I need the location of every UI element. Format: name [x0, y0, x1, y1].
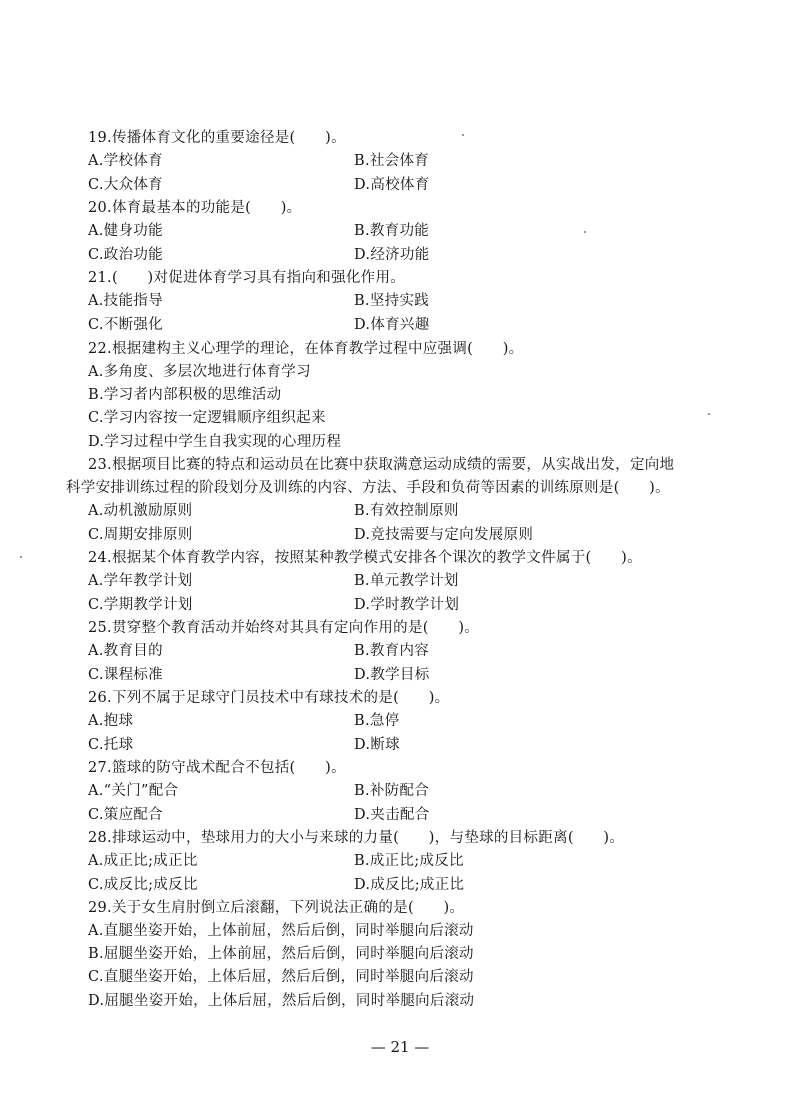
question-21-option-a: A.技能指导	[88, 293, 163, 309]
question-28-option-a: A.成正比;成正比	[88, 853, 198, 869]
question-20-option-c: C.政治功能	[88, 247, 163, 263]
question-24-option-c: C.学期教学计划	[88, 597, 193, 613]
question-27-option-c: C.策应配合	[88, 807, 163, 823]
question-23-stem: 23.根据项目比赛的特点和运动员在比赛中获取满意运动成绩的需要，从实战出发，定向地	[88, 457, 675, 473]
question-26-option-c: C.托球	[88, 737, 134, 753]
question-20-option-a: A.健身功能	[88, 223, 163, 239]
question-23-option-a: A.动机激励原则	[88, 503, 193, 519]
question-19-option-a: A.学校体育	[88, 153, 163, 169]
question-22-option-a: A.多角度、多层次地进行体育学习	[88, 364, 311, 380]
question-29-option-b: B.屈腿坐姿开始，上体前屈，然后后倒，同时举腿向后滚动	[88, 946, 474, 962]
question-27-option-b: B.补防配合	[354, 783, 430, 799]
question-25-option-a: A.教育目的	[88, 643, 163, 659]
question-23-option-c: C.周期安排原则	[88, 527, 193, 543]
question-27-option-a: A.“关门”配合	[88, 783, 179, 799]
question-26-option-a: A.抱球	[88, 713, 134, 729]
question-21-option-d: D.体育兴趣	[354, 317, 430, 333]
question-29-option-d: D.屈腿坐姿开始，上体后屈，然后后倒，同时举腿向后滚动	[88, 993, 475, 1009]
question-19-option-b: B.社会体育	[354, 153, 430, 169]
question-25-option-d: D.教学目标	[354, 667, 430, 683]
page-number: — 21 —	[370, 1038, 430, 1056]
question-29-stem: 29.关于女生肩肘倒立后滚翻，下列说法正确的是( )。	[88, 900, 465, 916]
question-24-option-a: A.学年教学计划	[88, 573, 193, 589]
question-26-stem: 26.下列不属于足球守门员技术中有球技术的是( )。	[88, 690, 450, 706]
question-21-stem: 21.( )对促进体育学习具有指向和强化作用。	[88, 270, 406, 286]
question-28-option-c: C.成反比;成反比	[88, 877, 198, 893]
scan-speck	[584, 231, 586, 233]
question-28-stem: 28.排球运动中，垫球用力的大小与来球的力量( )，与垫球的目标距离( )。	[88, 830, 625, 846]
question-21-option-b: B.坚持实践	[354, 293, 430, 309]
question-23-stem-continued: 科学安排训练过程的阶段划分及训练的内容、方法、手段和负荷等因素的训练原则是( )。	[66, 480, 670, 496]
question-29-option-a: A.直腿坐姿开始，上体前屈，然后后倒，同时举腿向后滚动	[88, 923, 474, 939]
question-19-option-d: D.高校体育	[354, 177, 430, 193]
scan-speck	[708, 413, 710, 415]
question-24-stem: 24.根据某个体育教学内容，按照某种教学模式安排各个课次的教学文件属于( )。	[88, 550, 642, 566]
question-27-option-d: D.夹击配合	[354, 807, 430, 823]
question-22-stem: 22.根据建构主义心理学的理论，在体育教学过程中应强调( )。	[88, 341, 524, 357]
question-26-option-b: B.急停	[354, 713, 400, 729]
question-19-option-c: C.大众体育	[88, 177, 163, 193]
question-25-stem: 25.贯穿整个教育活动并始终对其具有定向作用的是( )。	[88, 620, 480, 636]
question-23-option-b: B.有效控制原则	[354, 503, 459, 519]
question-19-stem: 19.传播体育文化的重要途径是( )。	[88, 130, 346, 146]
question-24-option-b: B.单元教学计划	[354, 573, 459, 589]
question-20-stem: 20.体育最基本的功能是( )。	[88, 200, 302, 216]
scan-speck	[462, 134, 464, 136]
question-20-option-b: B.教育功能	[354, 223, 430, 239]
question-25-option-c: C.课程标准	[88, 667, 163, 683]
question-20-option-d: D.经济功能	[354, 247, 430, 263]
question-25-option-b: B.教育内容	[354, 643, 430, 659]
question-27-stem: 27.篮球的防守战术配合不包括( )。	[88, 760, 346, 776]
scan-speck	[20, 556, 22, 558]
question-24-option-d: D.学时教学计划	[354, 597, 460, 613]
question-28-option-b: B.成正比;成反比	[354, 853, 464, 869]
question-26-option-d: D.断球	[354, 737, 400, 753]
question-23-option-d: D.竞技需要与定向发展原则	[354, 527, 534, 543]
question-28-option-d: D.成反比;成正比	[354, 877, 465, 893]
question-22-option-c: C.学习内容按一定逻辑顺序组织起来	[88, 410, 326, 426]
question-21-option-c: C.不断强化	[88, 317, 163, 333]
question-22-option-d: D.学习过程中学生自我实现的心理历程	[88, 434, 342, 450]
question-22-option-b: B.学习者内部积极的思维活动	[88, 387, 282, 403]
question-29-option-c: C.直腿坐姿开始，上体后屈，然后后倒，同时举腿向后滚动	[88, 969, 474, 985]
